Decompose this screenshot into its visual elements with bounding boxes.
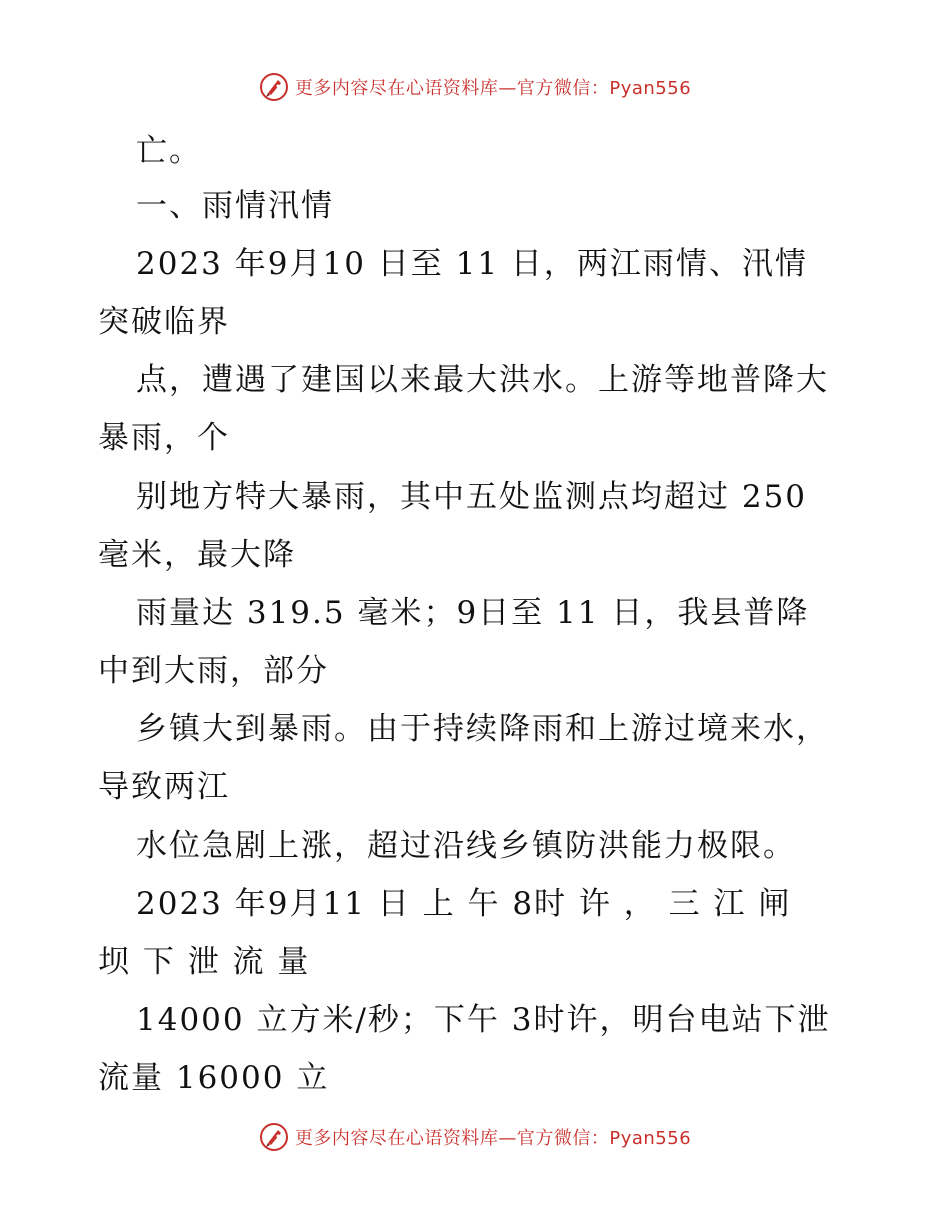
text-line: 别地方特大暴雨，其中五处监测点均超过 250 [136, 479, 808, 515]
text-line: 水位急剧上涨，超过沿线乡镇防洪能力极限。 [136, 828, 796, 864]
text-line: 中到大雨，部分 [98, 653, 329, 689]
text-line: 流量 16000 立 [98, 1060, 330, 1096]
pen-nib-icon [259, 1122, 289, 1152]
text-line: 突破临界 [98, 304, 230, 340]
text-line: 点，遭遇了建国以来最大洪水。上游等地普降大 [136, 362, 829, 398]
text-line: 雨量达 319.5 毫米；9日至 11 日，我县普降 [136, 595, 810, 631]
text-line: 毫米，最大降 [98, 537, 296, 573]
text-line: 14000 立方米/秒；下午 3时许，明台电站下泄 [136, 1002, 831, 1038]
text-line: 坝 下 泄 流 量 [98, 944, 311, 980]
text-line: 2023 年9月11 日 上 午 8时 许 ， 三 江 闸 [136, 886, 792, 922]
text-line: 导致两江 [98, 769, 230, 805]
text-line: 暴雨，个 [98, 420, 230, 456]
text-line: 亡。 [136, 133, 202, 169]
section-heading: 一、雨情汛情 [136, 188, 334, 224]
header-banner-text: 更多内容尽在心语资料库—官方微信：Pyan556 [294, 78, 692, 99]
footer-banner-text: 更多内容尽在心语资料库—官方微信：Pyan556 [294, 1128, 692, 1149]
text-line: 2023 年9月10 日至 11 日，两江雨情、汛情 [136, 246, 808, 282]
text-line: 乡镇大到暴雨。由于持续降雨和上游过境来水， [136, 711, 829, 747]
footer-banner [0, 1122, 950, 1152]
